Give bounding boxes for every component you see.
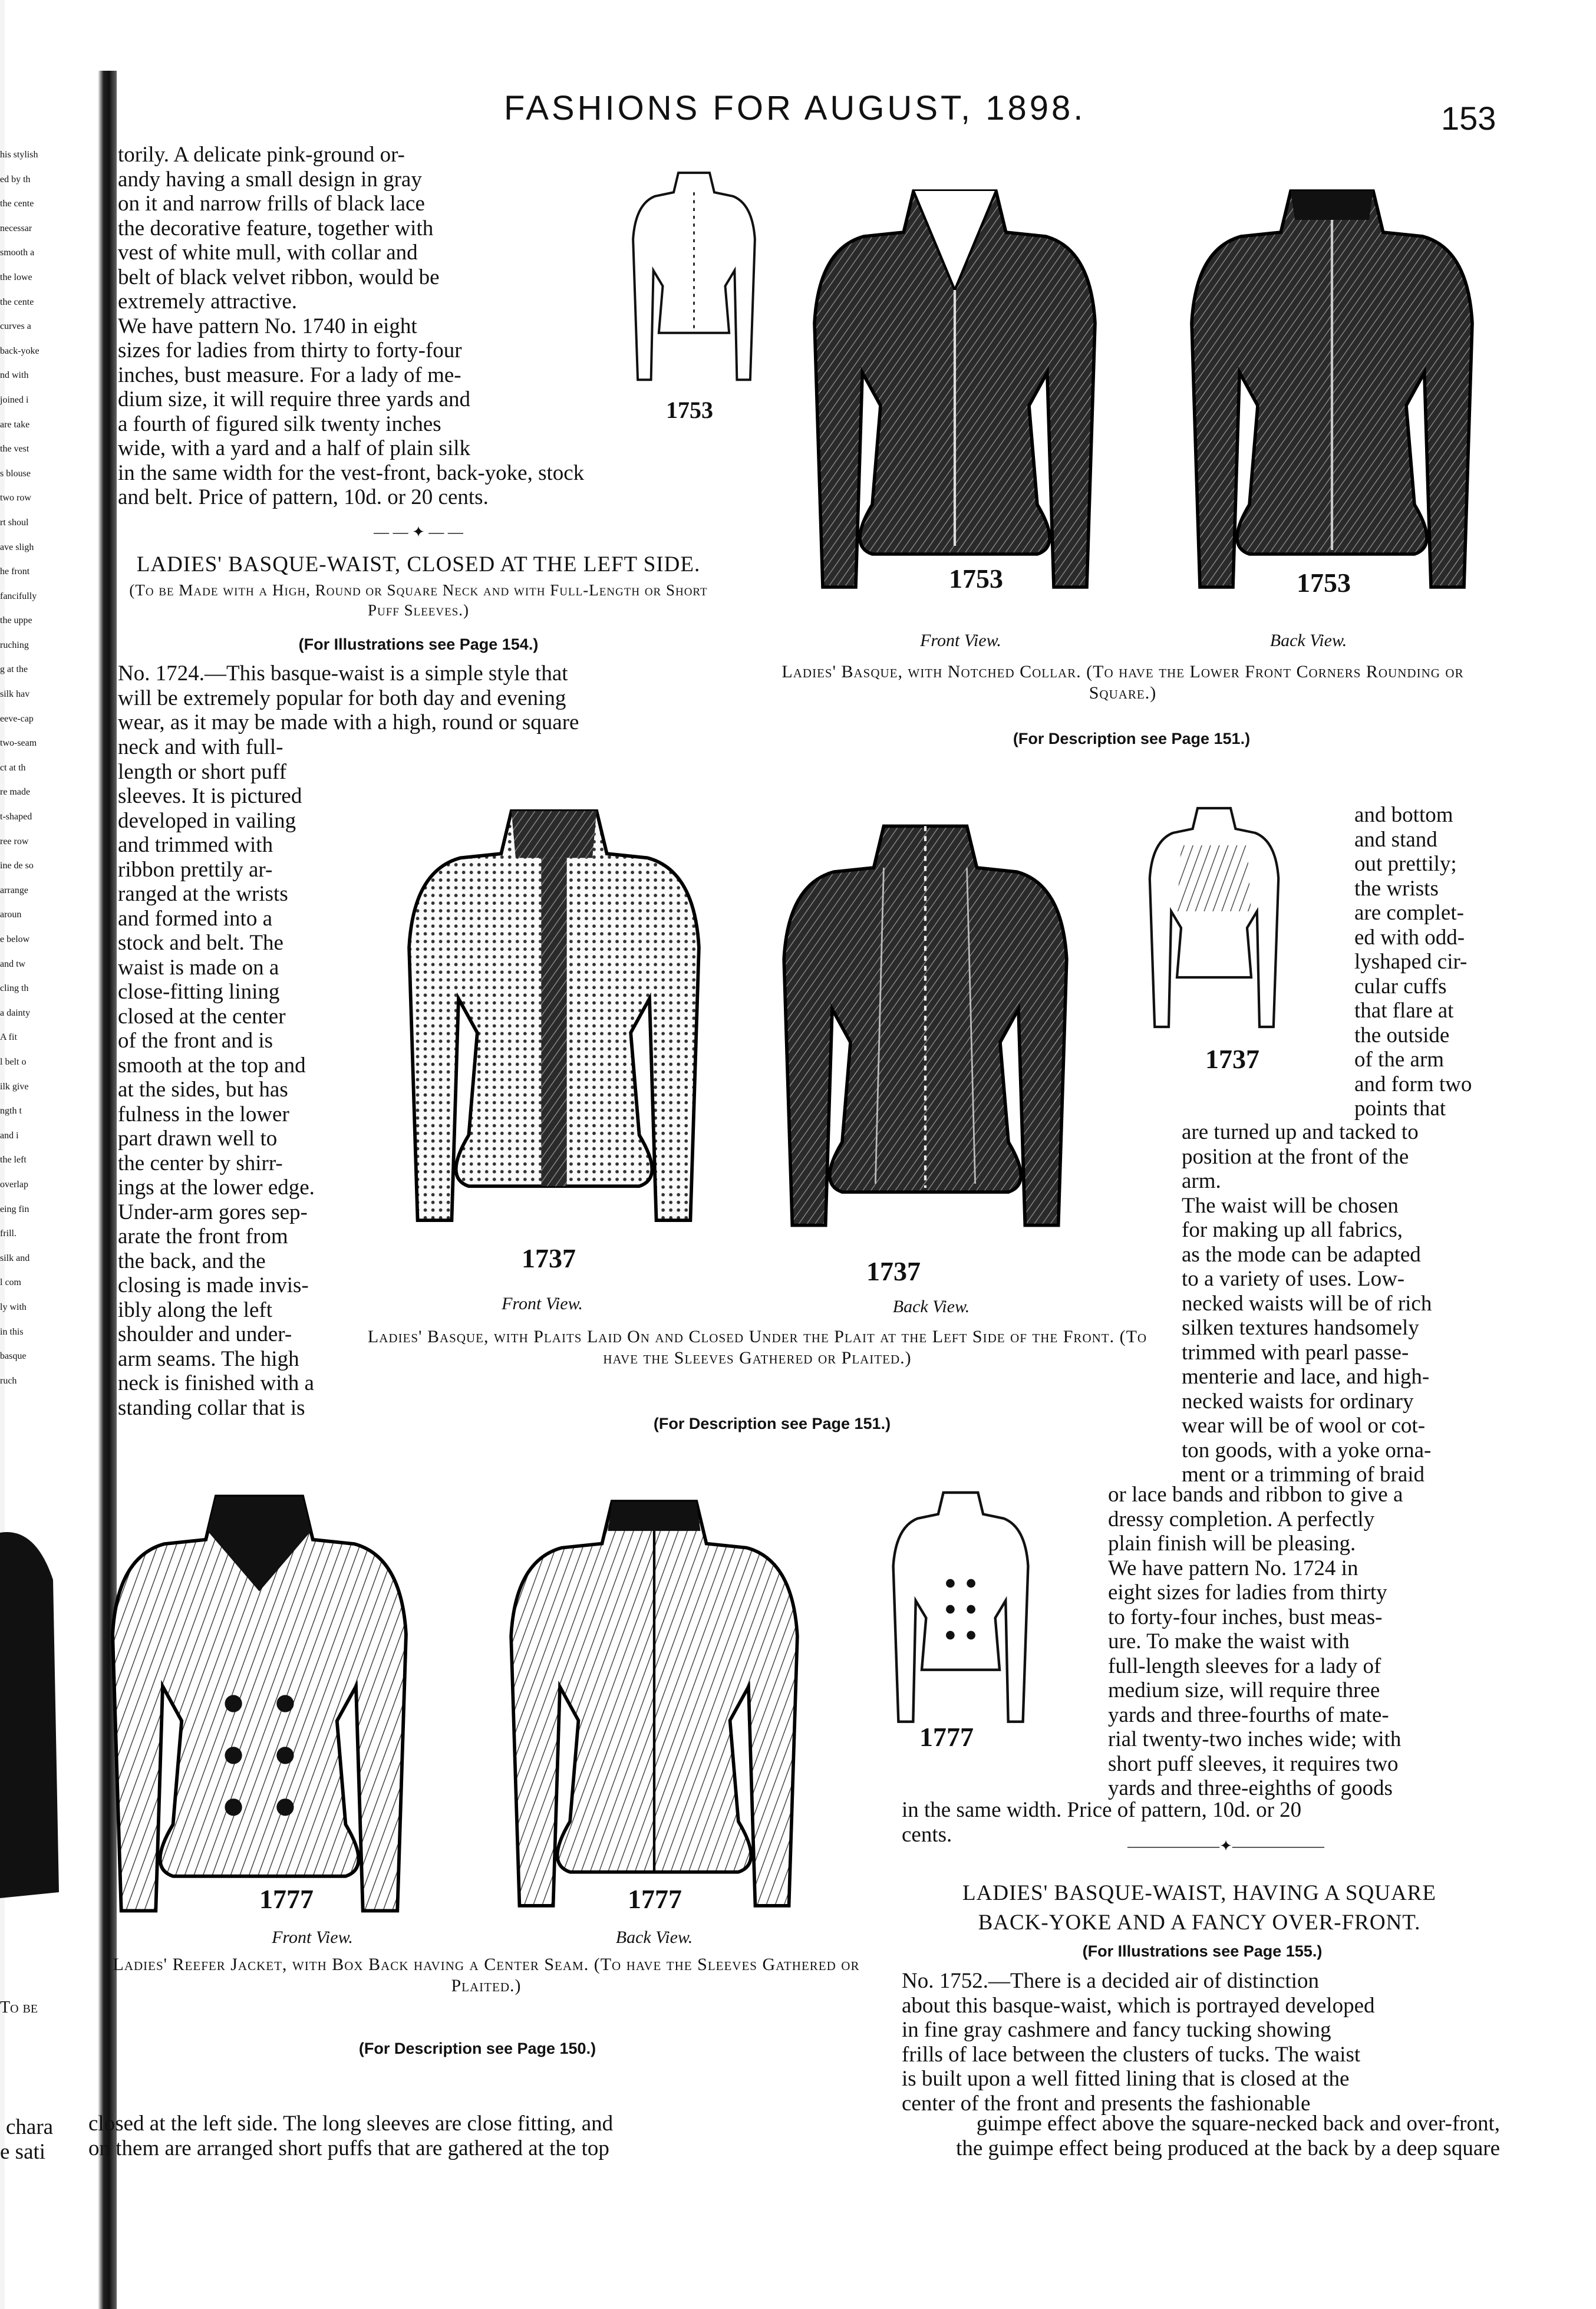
left-fragment-line: the cente: [0, 199, 34, 209]
left-fragment-line: fancifully: [0, 591, 37, 601]
section-title-1752-line1: LADIES' BASQUE-WAIST, HAVING A SQUARE: [962, 1881, 1436, 1905]
left-fragment-line: are take: [0, 419, 30, 430]
left-fragment-line: eeve-cap: [0, 713, 34, 724]
column-1-line: ribbon prettily ar-: [118, 857, 273, 882]
column-1-line: and belt. Price of pattern, 10d. or 20 cents.: [118, 485, 489, 509]
column-1-line: wear, as it may be made with a high, round or square: [118, 710, 579, 734]
page-number: 153: [1441, 100, 1496, 137]
right-column-line: for making up all fabrics,: [1182, 1218, 1403, 1242]
column-1-line: and formed into a: [118, 906, 272, 931]
running-header: FASHIONS FOR AUGUST, 1898.: [504, 89, 1086, 127]
left-fragment-line: smooth a: [0, 248, 35, 258]
right-column-line: short puff sleeves, it requires two: [1108, 1751, 1399, 1776]
left-fragment-sati: e sati: [0, 2140, 46, 2164]
left-fragment-line: the left: [0, 1155, 27, 1165]
figure-1737-front-label: 1737: [522, 1243, 576, 1273]
right-column-line: the outside: [1354, 1023, 1450, 1048]
column-1-line: ings at the lower edge.: [118, 1175, 315, 1200]
bottom-left-line-2: on them are arranged short puffs that are gathered at the top: [88, 2136, 609, 2160]
figure-1753-back-label: 1753: [1297, 568, 1351, 598]
left-fragment-line: a dainty: [0, 1007, 31, 1018]
column-1-line: closed at the center: [118, 1004, 286, 1029]
left-fragment-line: ruch: [0, 1375, 17, 1386]
right-column-line: are complet-: [1354, 901, 1464, 925]
right-col-mid-text: [1182, 1120, 1497, 1487]
figure-1753-small-label: 1753: [666, 397, 713, 423]
right-column-line: ure. To make the waist with: [1108, 1629, 1350, 1653]
right-column-line: cular cuffs: [1354, 974, 1447, 999]
right-column-line: eight sizes for ladies from thirty: [1108, 1580, 1387, 1605]
left-fragment-line: rt shoul: [0, 517, 29, 528]
section-divider: — — ✦ — —: [374, 523, 463, 541]
column-1-line: andy having a small design in gray: [118, 167, 422, 192]
column-1-line: sizes for ladies from thirty to forty-four: [118, 338, 462, 363]
figure-1737-back-label: 1737: [866, 1256, 921, 1286]
section-2-line: No. 1752.—There is a decided air of distinction: [902, 1969, 1319, 1993]
right-column-line: full-length sleeves for a lady of: [1108, 1653, 1381, 1678]
right-column-line: in the same width. Price of pattern, 10d. or 20: [902, 1798, 1302, 1822]
section-2-line: is built upon a well fitted lining that is closed at the: [902, 2067, 1350, 2091]
left-fragment-line: nd with: [0, 370, 29, 381]
column-1-line: wide, with a yard and a half of plain silk: [118, 436, 470, 460]
column-1-line: the center by shirr-: [118, 1151, 283, 1175]
right-column-line: and stand: [1354, 827, 1437, 852]
right-column-line: position at the front of the: [1182, 1144, 1409, 1169]
left-fragment-line: A fit: [0, 1032, 17, 1043]
column-1-line: closing is made invis-: [118, 1273, 309, 1297]
figure-1777-front: [77, 1462, 442, 1945]
left-fragment-line: s blouse: [0, 468, 31, 479]
column-1-line: the back, and the: [118, 1249, 266, 1273]
left-fragment-line: eing fin: [0, 1204, 29, 1214]
left-fragment-line: his stylish: [0, 150, 38, 160]
right-column-line: dressy completion. A perfectly: [1108, 1507, 1375, 1531]
right-column-line: and form two: [1354, 1072, 1472, 1096]
column-1-line: vest of white mull, with collar and: [118, 241, 418, 265]
right-column-line: necked waists for ordinary: [1182, 1389, 1414, 1414]
column-1-line: of the front and is: [118, 1029, 273, 1053]
left-fragment-line: two row: [0, 493, 31, 503]
column-1-line: inches, bust measure. For a lady of me-: [118, 363, 461, 387]
column-1-line: arm seams. The high: [118, 1346, 299, 1371]
column-1-line: standing collar that is: [118, 1395, 305, 1420]
figure-1777-ref: (For Description see Page 150.): [358, 2040, 596, 2057]
right-column-line: medium size, will require three: [1108, 1678, 1380, 1702]
figure-1737-small: [1132, 796, 1297, 1043]
figure-1753-ref: (For Description see Page 151.): [1013, 730, 1251, 747]
figure-1737-small-label: 1737: [1205, 1044, 1259, 1074]
section-ref-1752: (For Illustrations see Page 155.): [1082, 1942, 1323, 1960]
section-title-1724: LADIES' BASQUE-WAIST, CLOSED AT THE LEFT SIDE.: [136, 552, 701, 577]
section-2-line: about this basque-waist, which is portrayed developed: [902, 1993, 1375, 2018]
column-1-line: smooth at the top and: [118, 1053, 306, 1078]
left-fragment-line: joined i: [0, 394, 29, 405]
bottom-left-line-1: closed at the left side. The long sleeves are close fitting, and: [88, 2112, 614, 2136]
figure-1777-back: [471, 1468, 837, 1939]
left-fragment-line: ngth t: [0, 1106, 22, 1116]
column-1-line: fulness in the lower: [118, 1102, 289, 1126]
right-column-line: wear will be of wool or cot-: [1182, 1414, 1426, 1438]
figure-1753-back: [1167, 153, 1497, 625]
right-column-line: and bottom: [1354, 803, 1453, 827]
right-column-line: to a variety of uses. Low-: [1182, 1267, 1405, 1291]
section-2-line: frills of lace between the clusters of tucks. The waist: [902, 2042, 1361, 2067]
right-column-line: ton goods, with a yoke orna-: [1182, 1438, 1432, 1463]
right-column-line: as the mode can be adapted: [1182, 1242, 1421, 1267]
right-column-line: points that: [1354, 1096, 1446, 1121]
column-1-line: ibly along the left: [118, 1297, 273, 1322]
right-col-narrow-text: [1354, 803, 1497, 1121]
left-fragment-line: the lowe: [0, 272, 32, 282]
figure-1753-front: [790, 153, 1120, 625]
left-fragment-line: the uppe: [0, 615, 32, 626]
figure-1777-small-label: 1777: [919, 1722, 974, 1752]
left-fragment-line: he front: [0, 566, 30, 577]
section-subtitle-1724: (To be Made with a High, Round or Square Neck and with Full-Length or Short Puff Sleeves.): [129, 581, 708, 619]
left-fragment-line: overlap: [0, 1179, 28, 1190]
left-fragment-line: the vest: [0, 444, 29, 454]
left-fragment-line: aroun: [0, 910, 22, 920]
left-fragment-line: ruching: [0, 640, 29, 650]
section-2-line: in fine gray cashmere and fancy tucking showing: [902, 2018, 1331, 2042]
column-1-line: part drawn well to: [118, 1126, 278, 1151]
right-column-line: yards and three-fourths of mate-: [1108, 1702, 1389, 1727]
column-1-line: shoulder and under-: [118, 1322, 292, 1346]
figure-1753-caption: Ladies' Basque, with Notched Collar. (To have the Lower Front Corners Rounding or Square.): [781, 662, 1464, 703]
column-1-line: Under-arm gores sep-: [118, 1200, 308, 1224]
figure-1777-back-view: Back View.: [615, 1928, 693, 1947]
left-fragment-line: ilk give: [0, 1081, 29, 1092]
section-2-body: [902, 1969, 1497, 2116]
figure-1777-back-label: 1777: [628, 1884, 682, 1914]
column-1-line: a fourth of figured silk twenty inches: [118, 411, 441, 436]
column-1-line: at the sides, but has: [118, 1078, 288, 1102]
column-1-line: developed in vailing: [118, 808, 296, 833]
left-fragment-line: arrange: [0, 885, 28, 895]
left-fragment-line: two-seam: [0, 738, 37, 749]
figure-1777-small: [872, 1480, 1049, 1739]
left-fragment-line: basque: [0, 1351, 27, 1362]
column-1-line: waist is made on a: [118, 955, 279, 980]
right-column-line: the wrists: [1354, 876, 1439, 901]
column-1-line: length or short puff: [118, 759, 287, 784]
left-fragment-line: back-yoke: [0, 345, 39, 356]
column-1-line: and trimmed with: [118, 833, 273, 857]
right-col-wide-text: [1108, 1483, 1497, 1801]
left-fragment-line: necessar: [0, 223, 32, 233]
figure-1753-front-view: Front View.: [920, 631, 1001, 650]
left-fragment-line: in this: [0, 1326, 24, 1337]
right-column-line: lyshaped cir-: [1354, 950, 1468, 974]
column-1-line: extremely attractive.: [118, 289, 298, 314]
column-1-line: arate the front from: [118, 1224, 288, 1249]
right-column-line: that flare at: [1354, 999, 1454, 1023]
figure-1753-front-label: 1753: [949, 564, 1003, 594]
column-1-body-wide: [118, 661, 713, 735]
left-fragment-tobe: To be: [0, 1998, 38, 2017]
left-fragment-chara: chara: [6, 2115, 54, 2139]
left-fragment-line: curves a: [0, 321, 31, 332]
figure-1737-back: [754, 793, 1096, 1259]
left-fragment-line: t-shaped: [0, 812, 32, 822]
column-1-line: the decorative feature, together with: [118, 216, 434, 241]
left-fragment-line: cling th: [0, 983, 29, 994]
column-1-line: torily. A delicate pink-ground or-: [118, 143, 405, 167]
column-1-line: neck and with full-: [118, 735, 283, 759]
left-fragment-line: ree row: [0, 836, 29, 846]
right-column-line: menterie and lace, and high-: [1182, 1365, 1430, 1389]
right-column-line: arm.: [1182, 1169, 1221, 1193]
right-column-line: to forty-four inches, bust meas-: [1108, 1605, 1383, 1629]
left-fragment-line: l belt o: [0, 1056, 27, 1067]
column-1-line: will be extremely popular for both day and evening: [118, 686, 566, 710]
left-fragment-line: ly with: [0, 1302, 27, 1312]
column-1-line: neck is finished with a: [118, 1371, 314, 1395]
right-column-line: necked waists will be of rich: [1182, 1291, 1432, 1316]
right-column-line: are turned up and tacked to: [1182, 1120, 1419, 1144]
right-column-line: cents.: [902, 1822, 952, 1847]
figure-1737-front-view: Front View.: [502, 1294, 583, 1313]
column-1-line: belt of black velvet ribbon, would be: [118, 265, 440, 289]
right-column-line: plain finish will be pleasing.: [1108, 1531, 1356, 1556]
left-fragment-line: re made: [0, 787, 31, 798]
left-fragment-line: e below: [0, 934, 30, 944]
left-fragment-line: ed by th: [0, 174, 31, 185]
column-1-line: close-fitting lining: [118, 980, 280, 1004]
left-fragment-line: ct at th: [0, 762, 26, 773]
column-1-line: on it and narrow frills of black lace: [118, 192, 425, 216]
column-1-line: in the same width for the vest-front, back-yoke, stock: [118, 460, 585, 485]
column-1-line: ranged at the wrists: [118, 882, 288, 906]
column-1-line: sleeves. It is pictured: [118, 784, 302, 808]
left-fragment-line: g at the: [0, 664, 28, 675]
left-fragment-line: the cente: [0, 297, 34, 307]
right-column-line: ment or a trimming of braid: [1182, 1463, 1425, 1487]
left-fragment-line: silk hav: [0, 689, 30, 700]
left-fragment-line: l com: [0, 1277, 21, 1288]
right-column-line: ed with odd-: [1354, 925, 1465, 950]
figure-1737-ref: (For Description see Page 151.): [653, 1415, 891, 1432]
figure-1753-small: [616, 160, 772, 396]
right-column-line: yards and three-eighths of goods: [1108, 1776, 1393, 1800]
right-column-line: trimmed with pearl passe-: [1182, 1340, 1409, 1365]
figure-1737-front: [383, 777, 725, 1254]
left-fragment-column: [0, 143, 99, 1393]
left-fragment-line: and i: [0, 1130, 19, 1141]
right-column-line: The waist will be chosen: [1182, 1193, 1399, 1218]
bottom-right-line-2: the guimpe effect being produced at the back by a deep square: [956, 2136, 1500, 2160]
figure-1753-back-view: Back View.: [1269, 631, 1347, 650]
figure-1777-partial-left: [0, 1509, 65, 1922]
figure-1777-caption: Ladies' Reefer Jacket, with Box Back having a Center Seam. (To have the Sleeves Gathered or Plaited.): [113, 1955, 860, 1995]
right-column-line: rial twenty-two inches wide; with: [1108, 1727, 1402, 1751]
section-2-line: center of the front and presents the fashionable: [902, 2091, 1311, 2116]
section-title-1752-line2: BACK-YOKE AND A FANCY OVER-FRONT.: [978, 1911, 1421, 1935]
column-1-line: No. 1724.—This basque-waist is a simple style that: [118, 661, 568, 686]
section-ref-1724: (For Illustrations see Page 154.): [298, 635, 539, 653]
left-fragment-line: ave sligh: [0, 542, 34, 552]
left-fragment-line: silk and: [0, 1253, 30, 1263]
bottom-right-line-1: guimpe effect above the square-necked back and over-front,: [976, 2112, 1500, 2136]
column-1-line: We have pattern No. 1740 in eight: [118, 314, 417, 338]
right-column-line: silken textures handsomely: [1182, 1316, 1419, 1340]
right-column-line: of the arm: [1354, 1048, 1445, 1072]
left-fragment-line: frill.: [0, 1228, 17, 1239]
figure-1737-back-view: Back View.: [892, 1297, 970, 1316]
column-1-line: stock and belt. The: [118, 931, 283, 955]
figure-1777-front-view: Front View.: [272, 1928, 353, 1947]
left-fragment-line: and tw: [0, 958, 26, 969]
figure-1777-front-label: 1777: [259, 1884, 314, 1914]
right-column-line: or lace bands and ribbon to give a: [1108, 1483, 1403, 1507]
section-divider-2: ——————✦——————: [1127, 1837, 1324, 1855]
left-fragment-line: ine de so: [0, 861, 34, 871]
figure-1737-caption: Ladies' Basque, with Plaits Laid On and Closed Under the Plait at the Left Side of the Front. (To have the Sleeves Gathered or Plaited.): [367, 1327, 1147, 1368]
right-column-line: out prettily;: [1354, 852, 1457, 876]
column-1-body-narrow: [118, 735, 380, 1420]
right-column-line: We have pattern No. 1724 in: [1108, 1556, 1358, 1580]
column-1-line: dium size, it will require three yards and: [118, 387, 470, 411]
